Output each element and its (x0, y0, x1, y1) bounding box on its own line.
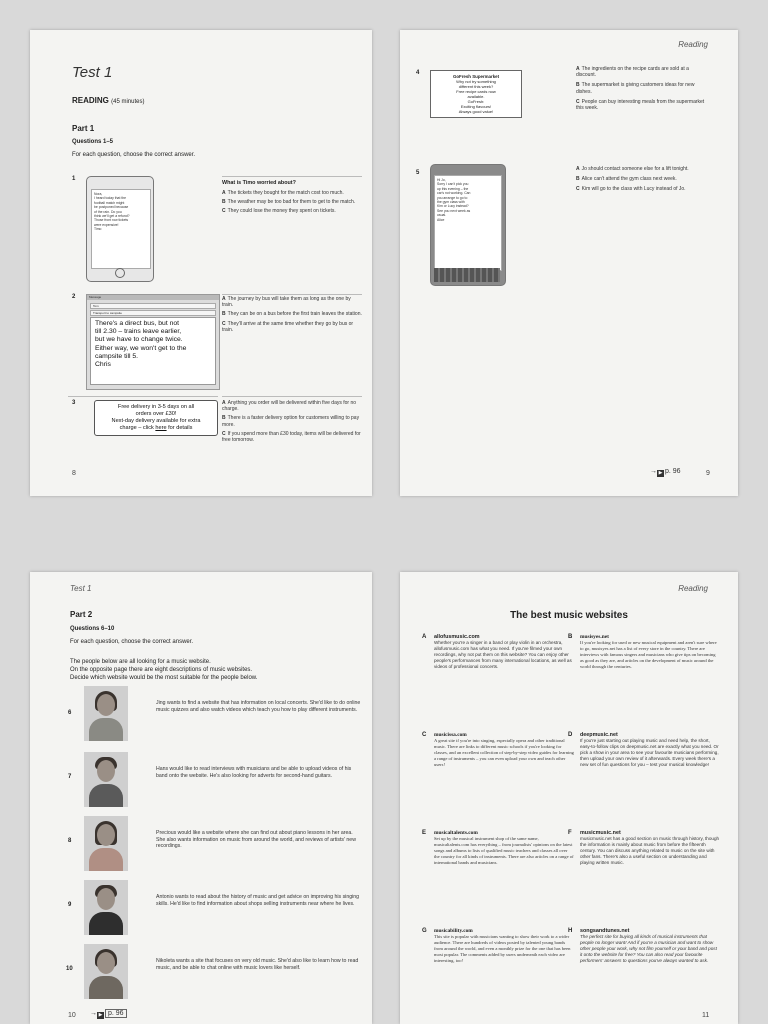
website-text: Whether you're a singer in a band or play violin in an orchestra, allofusmusic.com has what you need. If you've filmed your own recordings, why not put them on this website? You can enjoy other people's performances from many international locations, as well as videos of professional concerts. (434, 640, 572, 669)
intro-text (70, 658, 360, 682)
running-header: Test 1 (70, 584, 92, 593)
phone-line: you arrange to go to (437, 195, 468, 200)
section-title: The best music websites (510, 610, 628, 621)
website-name: songsandtunes.net (580, 928, 630, 934)
option-a[interactable]: A The journey by bus will take them as long as the one by train. (222, 296, 351, 309)
question-number: 8 (68, 838, 72, 844)
option-a[interactable]: A Anything you order will be delivered within five days for no charge. (222, 400, 357, 413)
options (222, 400, 362, 443)
phone-screen (91, 189, 151, 269)
divider (222, 396, 362, 397)
phone-line: think we'll get a refund? (94, 214, 130, 219)
answer-reference[interactable]: → ▶ p. 96 (650, 468, 681, 476)
page-number: 8 (72, 470, 76, 477)
phone-line: usual. (437, 213, 447, 218)
supermarket-sign (430, 70, 522, 118)
phone-line: car's not working. Can (437, 191, 471, 196)
email-body (90, 317, 216, 385)
website-text: This site is popular with musicians wanting to show their work to a wider audience. There are hundreds of videos posted by talented young bands from around the world, and even a monthly prize for the one that has been most popular. The comments added by users underneath each video are interesting, too! (434, 934, 571, 963)
question-number: 10 (66, 966, 73, 972)
phone-line: Hi Jo, (437, 178, 446, 182)
person-description: Nikoleta wants a site that focuses on very old music. She'd also like to learn how to read music, and be able to chat online with music lovers like herself. (156, 958, 359, 971)
question-number: 6 (68, 710, 72, 716)
website-d: D deepmusic.net If you're just starting out playing music and need help, the short, easy-to-follow clips on deepmusic.net are exactly what you need. Or pick a show in your area to see your favourite musicians performing, then upload your own review of it afterwards. Every week there's a new set of fun questions for you – test your musical knowledge! (568, 732, 719, 767)
question-text: What is Timo worried about? (222, 180, 296, 186)
option-b[interactable]: B They can be on a bus before the first train leaves the station. (222, 311, 362, 318)
website-e: E musicaltalents.com Set up by the musical instrument shop of the same name, musicaltalents.com has everything – from journalists' opinions on the latest songs and albums to lists of qualified music teachers and classes all over the country for all kinds of instruments. There are also articles on a range of international bands and musicians. (422, 830, 574, 865)
website-text: The perfect site for buying all kinds of musical instruments that people no longer want! And if you're a musician and want to show other people your work, why not film yourself or your band and post it onto the website for free? You can also read your favourite performers' answers to questions you've always wanted to ask. (580, 934, 717, 963)
intro-line: On the opposite page there are eight descriptions of music websites. (70, 667, 253, 673)
option-b[interactable]: B The supermarket is giving customers ideas for new dishes. (576, 82, 695, 95)
sign-title: GoFresh Supermarket (452, 74, 500, 79)
phone-screen (434, 175, 502, 271)
person-description: Jing wants to find a website that has information on local concerts. She'd like to do online music quizzes and also watch videos which teach you how to play different instruments. (156, 700, 361, 713)
options (222, 296, 362, 333)
phone-line: I heard today that the (94, 196, 127, 201)
questions-range: Questions 6–10 (70, 626, 115, 632)
phone-line: See you next week as (437, 208, 471, 213)
arrow-icon: → (650, 468, 657, 475)
question-number: 7 (68, 774, 72, 780)
email-line: till 2.30 – trains leave earlier, (95, 328, 182, 336)
options (576, 166, 706, 193)
reading-label: READING (72, 96, 109, 105)
phone-line: be postponed because (94, 205, 129, 210)
phone-image (430, 164, 506, 286)
person-photo (84, 686, 128, 741)
phone-line: of the rain. Do you (94, 209, 122, 214)
website-name: musicability.com (434, 928, 473, 934)
website-name: musisyes.net (580, 634, 609, 640)
website-text: A great site if you're into singing, especially opera and other traditional music. There are links to different music schools if you're looking for classes, and an excellent collection of step-by-step video guides for learning a range of instruments – you can even upload your own and teach other users! (434, 738, 574, 767)
sign-line: Exciting flavours! (460, 104, 492, 109)
phone-line: Nora, (94, 192, 103, 196)
notice-line: Free delivery in 3-5 days on all (117, 404, 195, 410)
part-2-heading: Part 2 (70, 610, 93, 619)
running-header: Reading (678, 40, 708, 49)
key-icon: ▶ (658, 470, 663, 476)
email-line: campsite till 5. (95, 352, 139, 360)
sign-line: Why not try something (456, 79, 496, 84)
phone-line: the gym class with (437, 200, 465, 205)
website-h: H songsandtunes.net The perfect site for buying all kinds of musical instruments that people no longer want! And if you're a musician and want to show other people your work, why not film yourself or your band and post it onto the website for free? You can also read your favourite performers' answers to questions you've always wanted to ask. (580, 928, 720, 964)
phone-line: were expensive! (94, 222, 119, 227)
question-number: 1 (72, 176, 76, 182)
person-photo (84, 944, 128, 999)
phone-line: Those front row tickets (94, 218, 129, 223)
home-button-icon (115, 268, 125, 278)
website-name: musicissa.com (434, 732, 467, 738)
website-text: If you're looking for used or new musical equipment and aren't sure where to go, musisyes.net has a list of every store in the country. There are interviews with famous singers and musicians who give tips on becoming as good as they are, and articles on the development of music around the world through the centuries. (580, 640, 717, 669)
delivery-notice (94, 400, 218, 436)
intro-line: The people below are all looking for a music website. (70, 659, 211, 665)
sign-line: Free recipe cards now (456, 89, 496, 94)
phone-line: Kim or Lucy instead? (437, 204, 469, 209)
test-title: Test 1 (72, 64, 113, 81)
phone-line: football match might (94, 200, 125, 205)
email-window (86, 294, 220, 390)
running-header: Reading (678, 584, 708, 593)
key-icon: ▶ (98, 1012, 103, 1018)
website-b: B musisyes.net If you're looking for used or new musical equipment and aren't sure where to go, musisyes.net has a list of every store in the country. There are interviews with famous singers and musicians who give tips on becoming as good as they are, and articles on the development of music around the world through the centuries. (580, 634, 720, 670)
option-b[interactable]: B The weather may be too bad for them to get to the match. (222, 199, 356, 206)
person-description: Hans would like to read interviews with musicians and be able to upload videos of his band onto the website. He's also looking for adverts for second-hand guitars. (156, 766, 352, 779)
options (222, 190, 362, 215)
email-line: but we have to change twice. (95, 336, 183, 344)
email-line: There's a direct bus, but not (95, 320, 180, 327)
option-a[interactable]: A The ingredients on the recipe cards are sold at a discount. (576, 66, 689, 79)
divider (222, 294, 362, 295)
sign-line: Always good value! (458, 109, 494, 114)
website-f: F musicmusic.net musicmusic.net has a good section on music through history, though the information is mainly about music from before the fifteenth century. You can discuss anything related to music on the site with other fans. There's also a useful section on understanding and playing written music. (568, 830, 720, 865)
page-9 (400, 30, 738, 496)
question-number: 9 (68, 902, 72, 908)
email-subject-field: Transport to campsite (90, 310, 216, 316)
email-to-field: Tom (90, 303, 216, 309)
question-number: 5 (416, 170, 420, 176)
phone-line: up this evening – the (437, 186, 469, 191)
website-c: C musicissa.com A great site if you're into singing, especially opera and other traditional music. There are links to different music schools if you're looking for classes, and an excellent collection of step-by-step video guides for learning a range of instruments – you can even upload your own and teach other users! (422, 732, 574, 767)
person-photo (84, 816, 128, 871)
answer-reference[interactable]: → ▶ p. 96 (90, 1010, 127, 1019)
option-c[interactable]: C Kim will go to the class with Lucy instead of Jo. (576, 186, 686, 193)
instruction-text: For each question, choose the correct answer. (72, 152, 196, 158)
page-number: 9 (706, 470, 710, 477)
divider (222, 176, 362, 177)
website-text: Set up by the musical instrument shop of the same name, musicaltalents.com has everything – from journalists' opinions on the latest songs and albums to lists of qualified music teachers and classes all over the country for all kinds of instruments. There are also articles on a range of international bands and musicians. (434, 836, 574, 865)
keyboard-icon (434, 268, 500, 282)
option-c[interactable]: C People can buy interesting meals from the supermarket this week. (576, 98, 705, 112)
part-1-heading: Part 1 (72, 124, 95, 133)
questions-range: Questions 1–5 (72, 139, 114, 145)
option-a[interactable]: A The tickets they bought for the match cost too much. (222, 190, 344, 196)
option-b[interactable]: B Alice can't attend the gym class next week. (576, 176, 677, 183)
instruction-text: For each question, choose the correct answer. (70, 639, 194, 645)
option-a[interactable]: A Jo should contact someone else for a lift tonight. (576, 166, 689, 172)
notice-line: charge – click here for details (119, 425, 193, 431)
question-number: 3 (72, 400, 76, 406)
page-11 (400, 572, 738, 1024)
phone-line: Alice (437, 217, 445, 222)
reading-heading (72, 96, 144, 105)
email-line: Chris (95, 361, 111, 369)
phone-image (86, 176, 154, 282)
person-photo (84, 880, 128, 935)
notice-line: Next-day delivery available for extra (111, 418, 201, 424)
phone-line: Timo (94, 227, 102, 232)
email-title-bar: Message (87, 295, 219, 300)
question-number: 2 (72, 294, 76, 300)
divider (68, 396, 218, 397)
sign-line: available. (467, 94, 485, 99)
website-text: If you're just starting out playing music and need help, the short, easy-to-follow clips on deepmusic.net are exactly what you need. Or pick a show in your area to see your favourite musicians performing, then upload your own review of it afterwards. Every week there's a new set of fun questions for you – test your musical knowledge! (580, 738, 719, 767)
notice-line: orders over £30! (135, 411, 177, 417)
page-10 (30, 572, 372, 1024)
website-name: musicaltalents.com (434, 830, 478, 836)
page-number: 11 (702, 1012, 710, 1019)
option-c[interactable]: C If you spend more than £30 today, items will be delivered for free tomorrow. (222, 430, 361, 444)
website-text: musicmusic.net has a good section on music through history, though the information is mainly about music from before the fifteenth century. You can discuss anything related to music on the site with other fans. There's also a useful section on understanding and playing written music. (580, 836, 720, 865)
website-a: A allofusmusic.com Whether you're a singer in a band or play violin in an orchestra, allofusmusic.com has what you need. If you've filmed your own recordings, why not put them on this website? You can enjoy other people's performances from many international locations, as well as videos of professional concerts. (434, 634, 574, 670)
question-number: 4 (416, 70, 420, 76)
option-b[interactable]: B There is a faster delivery option for customers willing to pay more. (222, 415, 360, 428)
option-c[interactable]: C They could lose the money they spent on tickets. (222, 208, 336, 215)
sign-line: different this week? (458, 84, 494, 89)
website-name: musicmusic.net (580, 830, 621, 836)
options (576, 66, 706, 111)
website-name: allofusmusic.com (434, 634, 480, 640)
option-c[interactable]: C They'll arrive at the same time whether they go by bus or train. (222, 320, 354, 333)
page-number: 10 (68, 1012, 76, 1019)
person-photo (84, 752, 128, 807)
person-description: Precious would like a website where she can find out about piano lessons in her area. She also wants information on music from around the world, and reviews of artists' new recordings. (156, 830, 356, 850)
arrow-icon: → (90, 1010, 97, 1017)
website-name: deepmusic.net (580, 732, 618, 738)
sign-line: GoFresh: (467, 99, 485, 104)
notice-link[interactable]: here (155, 425, 167, 431)
email-line: Either way, we won't get to the (95, 344, 187, 352)
person-description: Antonio wants to read about the history of music and get advice on improving his singing skills. He'd like to find information about shops selling instruments near where he lives. (156, 894, 360, 907)
reading-minutes: (45 minutes) (111, 99, 145, 105)
website-g: G musicability.com This site is popular with musicians wanting to show their work to a wider audience. There are hundreds of videos posted by talented young bands from around the world, and even a monthly prize for the one that has been most popular. The comments added by users underneath each video are interesting, too! (434, 928, 574, 964)
page-8 (30, 30, 372, 496)
phone-line: Sorry I can't pick you (437, 182, 469, 187)
intro-line: Decide which website would be the most suitable for the people below. (70, 675, 258, 681)
